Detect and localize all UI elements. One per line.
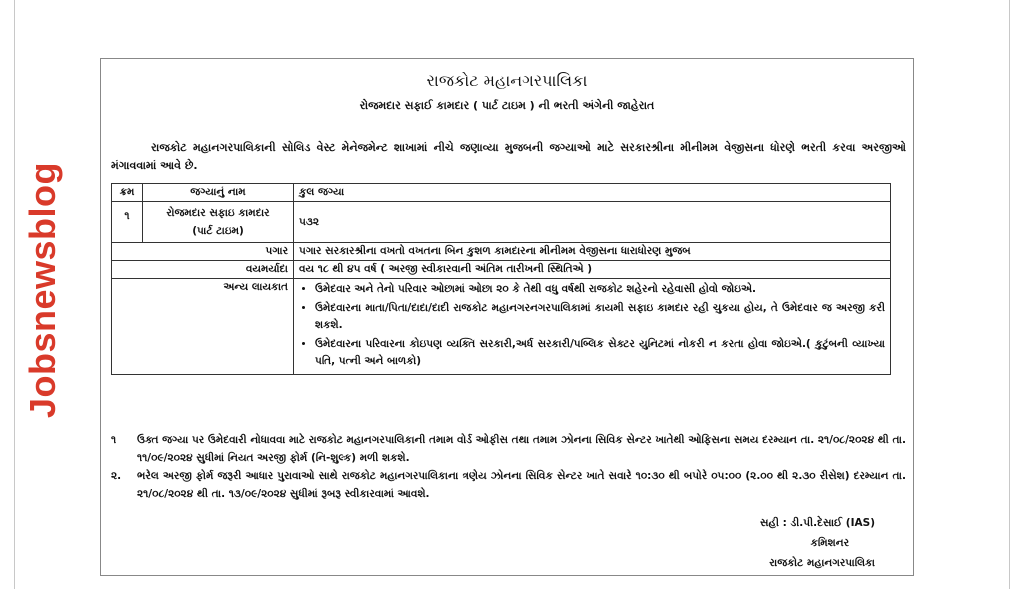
qualification-item: • ઉમેદવારના પરિવારના કોઇપણ વ્યક્તિ સરકારી,અર્ધ સરકારી/પબ્લિક સેક્ટર યુનિટમાં નોકરી ન કરતા હોવા જોઇએ.( કુટુંબની વ્યાખ્યા પતિ, પત્ની અને બાળકો) bbox=[315, 336, 885, 370]
salary-value: પગાર સરકારશ્રીના વખતો વખતના બિન કુશળ કામદારના મીનીમમ વેજીસના ધારાધોરણ મુજબ bbox=[294, 243, 891, 261]
note-item bbox=[111, 431, 906, 467]
row-serial: ૧ bbox=[112, 202, 143, 243]
header-total: કુલ જગ્યા bbox=[294, 184, 891, 202]
age-row bbox=[112, 261, 891, 279]
signature-line-name: સહી : ડી.પી.દેસાઈ (IAS) bbox=[760, 517, 875, 529]
note-text: ભરેલ અરજી ફોર્મ જરૂરી આધાર પુરાવાઓ સાથે રાજકોટ મહાનગરપાલિકાના ત્રણેય ઝોનના સિવિક સેન્ટર ખાતે સવારે ૧૦:૩૦ થી બપોરે ૦૫:૦૦ (૨.૦૦ થી ૨.૩૦ રીસેશ) દરમ્યાન તા. ૨૧/૦૮/૨૦૨૪ થી તા. ૧૩/૦૯/૨૦૨૪ સુધીમાં રૂબરૂ સ્વીકારવામાં આવશે. bbox=[137, 470, 906, 500]
document-subtitle: રોજમદાર સફાઈ કામદાર ( પાર્ટ ટાઇમ ) ની ભરતી અંગેની જાહેરાત bbox=[359, 99, 655, 112]
notice-document bbox=[100, 58, 914, 576]
signature-line-designation: કમિશનર bbox=[810, 537, 849, 549]
qualification-item: • ઉમેદવારના માતા/પિતા/દાદા/દાદી રાજકોટ મહાનગરનગરપાલિકામાં કાયમી સફાઇ કામદાર રહી ચુકયા હોય, તે ઉમેદવાર જ અરજી કરી શકશે. bbox=[315, 300, 885, 334]
note-number: ૧ bbox=[111, 434, 117, 446]
row-post-name-line2: (પાર્ટ ટાઇમ) bbox=[192, 225, 244, 237]
document-title: રાજકોટ મહાનગરપાલિકા bbox=[426, 71, 588, 90]
table-header-row bbox=[112, 184, 891, 202]
signature-block bbox=[655, 513, 875, 573]
other-qualification-row bbox=[112, 279, 891, 375]
row-post-name-line1: રોજમદાર સફાઇ કામદાર bbox=[166, 207, 270, 219]
signature-line-office: રાજકોટ મહાનગરપાલિકા bbox=[769, 557, 875, 569]
note-text: ઉક્ત જગ્યા પર ઉમેદવારી નોધાવવા માટે રાજકોટ મહાનગરપાલિકાની તમામ વોર્ડ ઓફીસ તથા તમામ ઝોનના સિવિક સેન્ટર ખાતેથી ઓફિસના સમય દરમ્યાન તા. ૨૧/૦૮/૨૦૨૪ થી તા. ૧૧/૦૯/૨૦૨૪ સુધીમાં નિયત અરજી ફોર્મ (નિ-શુલ્ક) મળી શકશે. bbox=[137, 434, 906, 464]
row-post-name bbox=[143, 202, 294, 243]
header-serial: ક્રમ bbox=[112, 184, 143, 202]
watermark: Jobsnewsblog bbox=[22, 161, 63, 419]
row-total: ૫૩૨ bbox=[294, 202, 891, 243]
other-qualification-label: અન્ય લાયકાત bbox=[112, 279, 294, 375]
recruitment-table bbox=[111, 183, 891, 375]
note-number: ૨. bbox=[111, 470, 122, 482]
intro-paragraph: રાજકોટ મહાનગરપાલિકાની સોલિડ વેસ્ટ મેનેજમેન્ટ શાખામાં નીચે જણાવ્યા મુજબની જગ્યાઓ માટે સરકારશ્રીના મીનીમમ વેજીસના ધોરણે ભરતી કરવા અરજીઓ મંગાવવામાં આવે છે. bbox=[111, 141, 906, 172]
age-label: વયમર્યાદા bbox=[112, 261, 294, 279]
age-value: વય ૧૮ થી ૪૫ વર્ષ ( અરજી સ્વીકારવાની અંતિમ તારીખની સ્થિતિએ ) bbox=[294, 261, 891, 279]
header-post-name: જગ્યાનું નામ bbox=[143, 184, 294, 202]
salary-label: પગાર bbox=[112, 243, 294, 261]
table-row bbox=[112, 202, 891, 243]
qualification-item: • ઉમેદવાર અને તેનો પરિવાર ઓછામાં ઓછા ૨૦ કે તેથી વધુ વર્ષથી રાજકોટ શહેરનો રહેવાસી હોવો જોઇએ. bbox=[315, 281, 885, 298]
salary-row bbox=[112, 243, 891, 261]
note-item bbox=[111, 467, 906, 503]
other-qualification-list bbox=[294, 279, 891, 375]
notes-section bbox=[111, 431, 906, 503]
